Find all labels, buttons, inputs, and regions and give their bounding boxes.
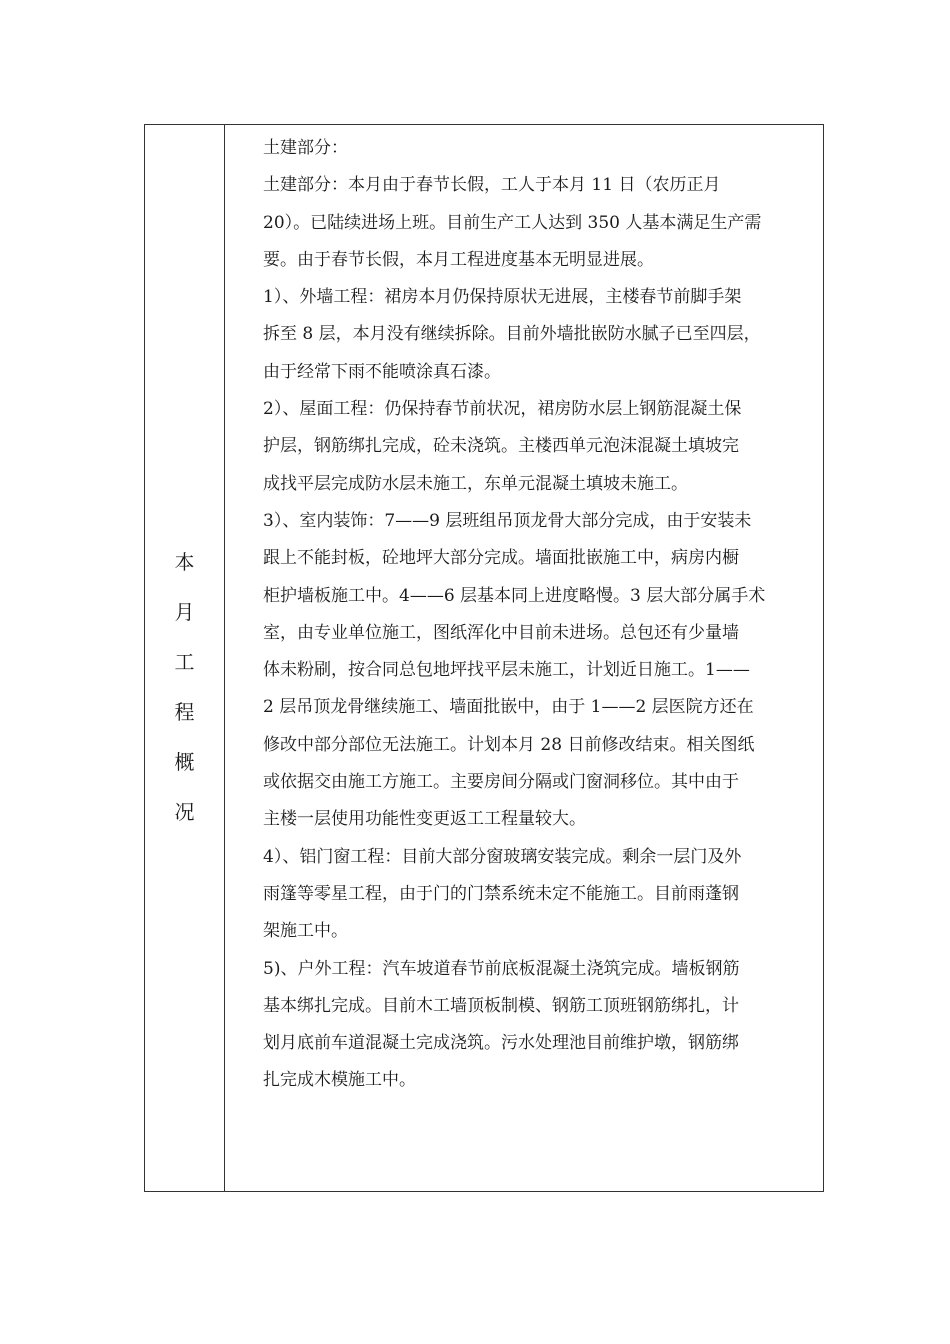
- text-line: 修改中部分部位无法施工。计划本月 28 日前修改结束。相关图纸: [263, 734, 755, 755]
- text-line: 或依据交由施工方施工。主要房间分隔或门窗洞移位。其中由于: [263, 772, 739, 793]
- text-line: 基本绑扎完成。目前木工墙顶板制模、钢筋工顶班钢筋绑扎，计: [263, 995, 739, 1016]
- text-line: 要。由于春节长假，本月工程进度基本无明显进展。: [263, 249, 654, 270]
- column-divider: [224, 125, 225, 1191]
- text-line: 土建部分：本月由于春节长假，工人于本月 11 日（农历正月: [263, 175, 721, 196]
- text-line: 2 层吊顶龙骨继续施工、墙面批嵌中，由于 1——2 层医院方还在: [263, 697, 754, 718]
- label-char: 程: [174, 700, 195, 724]
- text-line: 20）。已陆续进场上班。目前生产工人达到 350 人基本满足生产需: [263, 212, 762, 233]
- text-line: 护层，钢筋绑扎完成，砼未浇筑。主楼西单元泡沫混凝土填坡完: [263, 436, 739, 457]
- progress-table: [144, 124, 824, 1192]
- text-line: 主楼一层使用功能性变更返工工程量较大。: [263, 809, 586, 830]
- label-char: 工: [174, 650, 195, 674]
- text-line: 体未粉刷，按合同总包地坪找平层未施工，计划近日施工。1——: [263, 660, 750, 681]
- text-line: 柜护墙板施工中。4——6 层基本同上进度略慢。3 层大部分属手术: [263, 585, 766, 606]
- row-label: [145, 537, 224, 837]
- text-line: 划月底前车道混凝土完成浇筑。污水处理池目前维护墩，钢筋绑: [263, 1033, 739, 1054]
- text-line: 跟上不能封板，砼地坪大部分完成。墙面批嵌施工中，病房内橱: [263, 548, 739, 569]
- label-char: 概: [174, 750, 195, 774]
- label-char: 月: [174, 600, 195, 624]
- text-line: 1）、外墙工程：裙房本月仍保持原状无进展，主楼春节前脚手架: [263, 287, 742, 308]
- text-line: 扎完成木模施工中。: [263, 1070, 416, 1091]
- text-line: 3）、室内装饰：7——9 层班组吊顶龙骨大部分完成，由于安装未: [263, 510, 752, 531]
- label-char: 本: [174, 550, 195, 574]
- text-line: 土建部分：: [263, 138, 348, 158]
- text-line: 2）、屋面工程：仍保持春节前状况，裙房防水层上钢筋混凝土保: [263, 399, 742, 420]
- text-line: 拆至 8 层，本月没有继续拆除。目前外墙批嵌防水腻子已至四层，: [263, 324, 761, 345]
- label-char: 况: [174, 800, 195, 824]
- text-line: 5)、户外工程：汽车坡道春节前底板混凝土浇筑完成。墙板钢筋: [263, 958, 740, 979]
- row-label-cell: [145, 125, 224, 1191]
- text-line: 雨篷等零星工程，由于门的门禁系统未定不能施工。目前雨蓬钢: [263, 883, 739, 904]
- text-line: 室，由专业单位施工，图纸浑化中目前未进场。总包还有少量墙: [263, 622, 739, 643]
- text-line: 由于经常下雨不能喷涂真石漆。: [263, 361, 501, 382]
- text-line: 架施工中。: [263, 921, 348, 942]
- content-cell: [263, 130, 819, 1100]
- text-line: 4）、铝门窗工程：目前大部分窗玻璃安装完成。剩余一层门及外: [263, 846, 742, 867]
- text-line: 成找平层完成防水层未施工，东单元混凝土填坡未施工。: [263, 473, 688, 494]
